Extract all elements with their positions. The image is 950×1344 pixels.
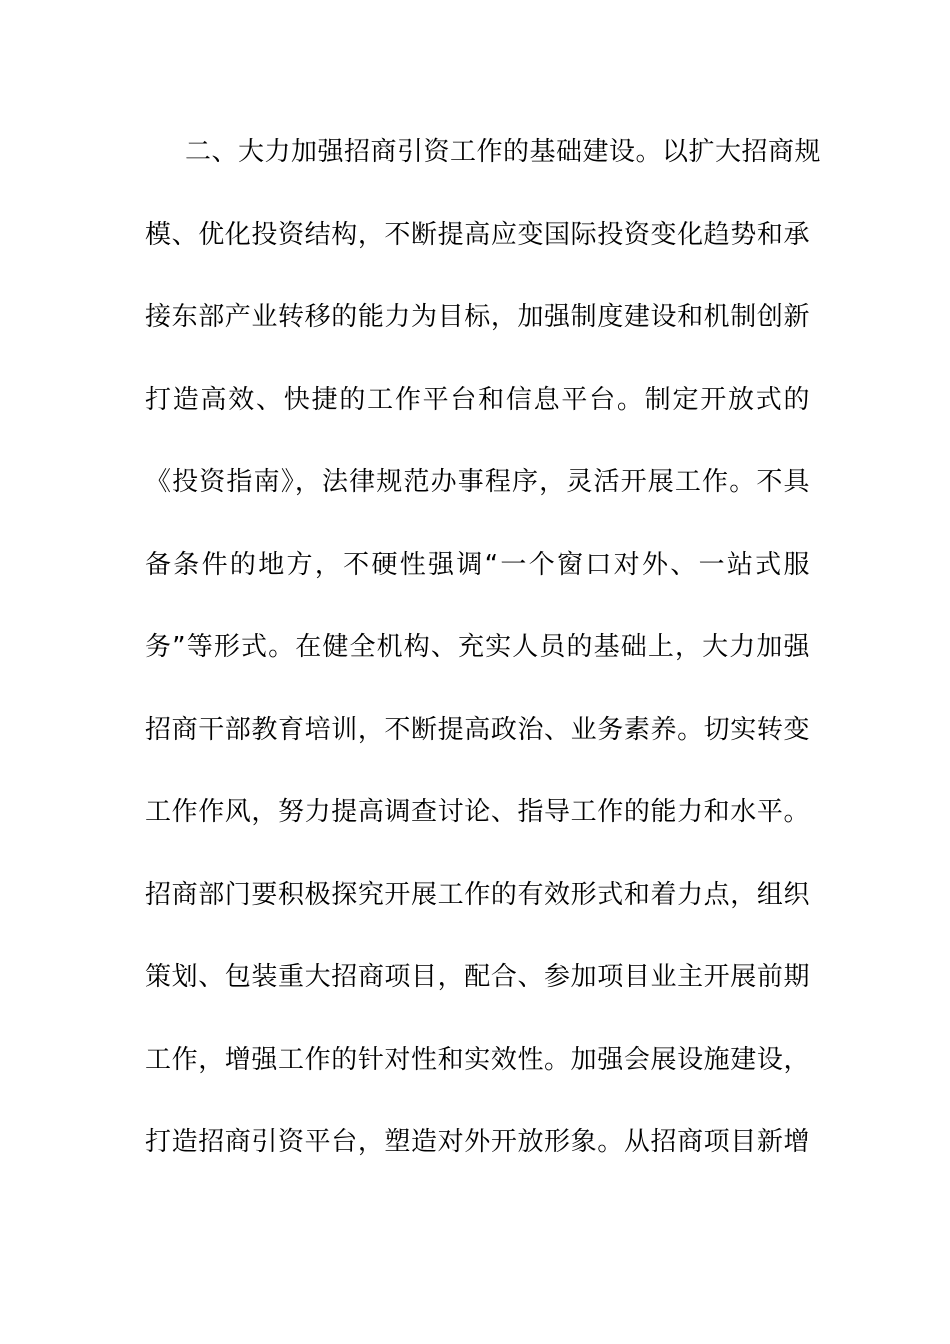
text-line: 打造招商引资平台，塑造对外开放形象。从招商项目新增 [145,1127,810,1157]
text-line: 招商部门要积极探究开展工作的有效形式和着力点，组织 [145,879,810,910]
text-line: 二、大力加强招商引资工作的基础建设。以扩大招商规 [185,137,822,167]
text-line: 模、优化投资结构，不断提高应变国际投资变化趋势和承 [145,219,810,250]
text-line: 《投资指南》，法律规范办事程序，灵活开展工作。不具 [145,467,810,497]
text-line: 策划、包装重大招商项目，配合、参加项目业主开展前期 [145,962,810,992]
text-line: 工作作风，努力提高调查讨论、指导工作的能力和水平。 [145,797,810,827]
text-line: 接东部产业转移的能力为目标，加强制度建设和机制创新 [145,302,810,332]
body-paragraph [145,124,822,1197]
text-line: 打造高效、快捷的工作平台和信息平台。制定开放式的 [145,384,810,415]
text-line: 工作，增强工作的针对性和实效性。加强会展设施建设， [145,1044,810,1075]
text-line: 备条件的地方，不硬性强调“一个窗口对外、一站式服 [145,549,810,580]
text-line: 务”等形式。在健全机构、充实人员的基础上，大力加强 [145,632,810,662]
text-line: 招商干部教育培训，不断提高政治、业务素养。切实转变 [145,714,810,745]
